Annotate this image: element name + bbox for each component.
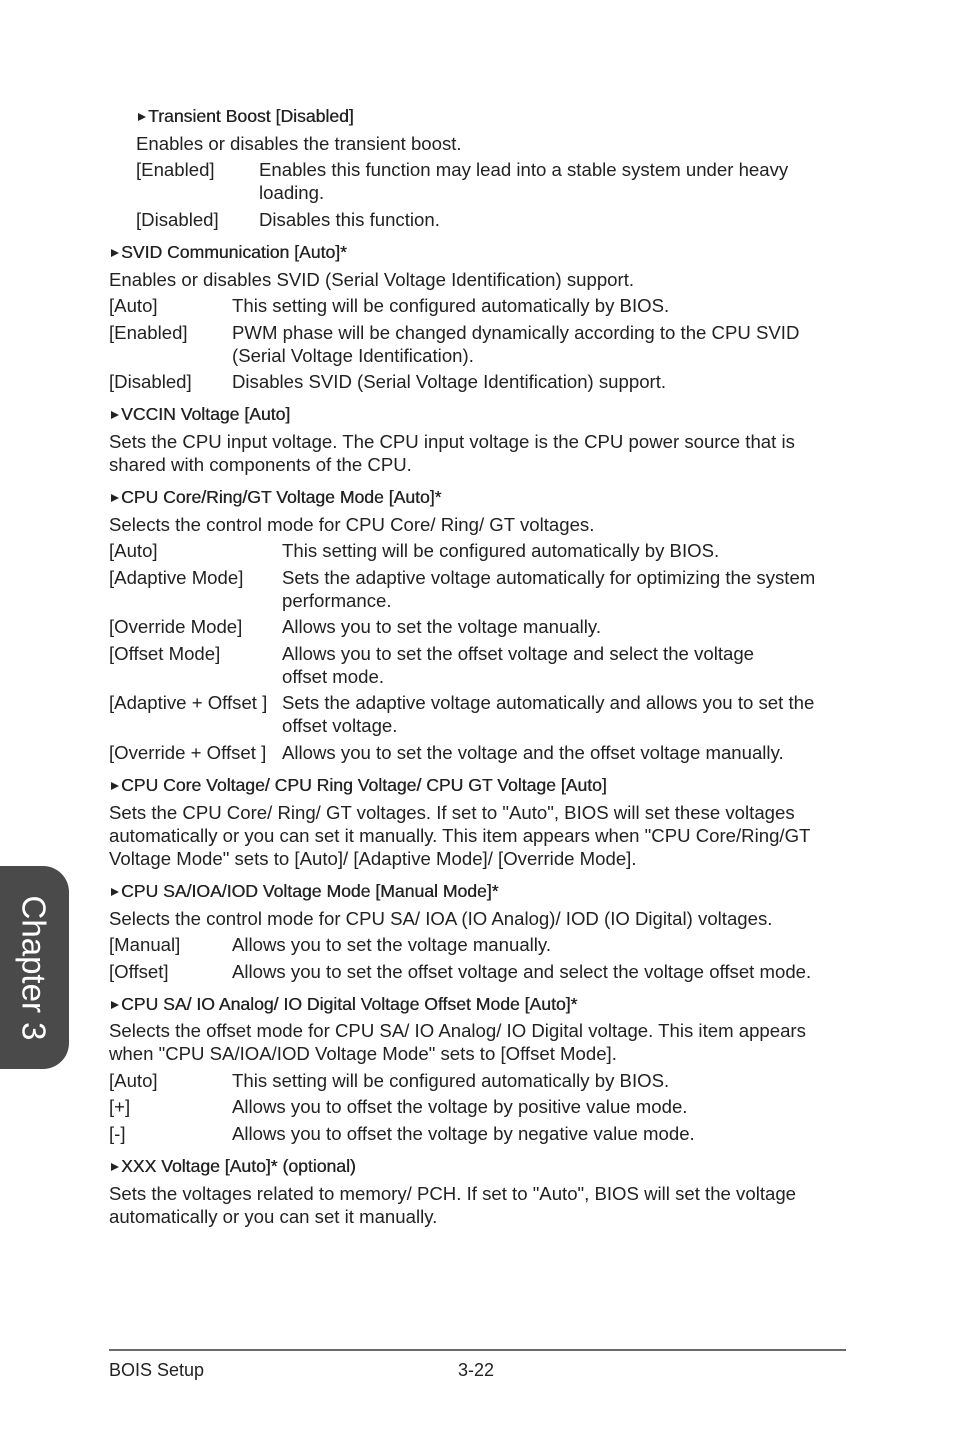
page-number: 3-22 (458, 1360, 495, 1380)
setting-title: VCCIN Voltage [Auto] (111, 403, 290, 426)
bullet-triangle-icon (111, 782, 119, 790)
setting-title: CPU SA/ IO Analog/ IO Digital Voltage Offset Mode [Auto]* (111, 993, 577, 1016)
option-key: [Disabled] (136, 209, 219, 230)
footer-section-name: BOIS Setup (109, 1360, 205, 1380)
setting-description: when "CPU SA/IOA/IOD Voltage Mode" sets to [Offset Mode]. (109, 1043, 617, 1064)
option-description: Sets the adaptive voltage automatically for optimizing the system (282, 567, 816, 588)
bullet-triangle-icon (138, 113, 146, 121)
option-description: performance. (282, 590, 392, 611)
option-key: [Adaptive + Offset ] (109, 692, 268, 713)
setting-description: Sets the CPU input voltage. The CPU input voltage is the CPU power source that is (109, 431, 795, 452)
option-description: This setting will be configured automatically by BIOS. (232, 295, 670, 316)
option-key: [Auto] (109, 540, 158, 561)
option-description: PWM phase will be changed dynamically according to the CPU SVID (232, 322, 800, 343)
setting-title: CPU Core Voltage/ CPU Ring Voltage/ CPU GT Voltage [Auto] (111, 774, 607, 797)
option-key: [Override + Offset ] (109, 742, 267, 763)
option-description: Allows you to offset the voltage by positive value mode. (232, 1096, 688, 1117)
option-key: [Auto] (109, 1070, 158, 1091)
setting-description: Selects the control mode for CPU SA/ IOA (IO Analog)/ IOD (IO Digital) voltages. (109, 908, 773, 929)
option-description: Allows you to set the voltage and the offset voltage manually. (282, 742, 784, 763)
option-key: [Override Mode] (109, 616, 243, 637)
option-description: Allows you to set the voltage manually. (232, 934, 552, 955)
option-description: offset mode. (282, 666, 384, 687)
option-key: [Auto] (109, 295, 158, 316)
option-key: [Manual] (109, 934, 181, 955)
option-description: loading. (259, 182, 325, 203)
setting-description: Enables or disables the transient boost. (136, 133, 462, 154)
setting-title: XXX Voltage [Auto]* (optional) (111, 1155, 356, 1178)
setting-description: automatically or you can set it manually. (109, 1206, 438, 1227)
setting-description: shared with components of the CPU. (109, 454, 412, 475)
bullet-triangle-icon (111, 249, 119, 257)
setting-description: Sets the voltages related to memory/ PCH. If set to "Auto", BIOS will set the voltage (109, 1183, 797, 1204)
setting-description: Voltage Mode" sets to [Auto]/ [Adaptive Mode]/ [Override Mode]. (109, 848, 637, 869)
setting-title: CPU SA/IOA/IOD Voltage Mode [Manual Mode]* (111, 880, 498, 903)
option-key: [Adaptive Mode] (109, 567, 244, 588)
option-key: [Enabled] (136, 159, 215, 180)
option-description: Allows you to set the offset voltage and select the voltage (282, 643, 755, 664)
option-key: [Enabled] (109, 322, 188, 343)
option-description: Disables this function. (259, 209, 440, 230)
option-key: [Offset Mode] (109, 643, 221, 664)
setting-description: Selects the control mode for CPU Core/ Ring/ GT voltages. (109, 514, 595, 535)
option-description: Allows you to set the offset voltage and select the voltage offset mode. (232, 961, 812, 982)
chapter-tab-label: Chapter 3 (15, 895, 53, 1041)
option-description: Enables this function may lead into a stable system under heavy (259, 159, 789, 180)
option-description: offset voltage. (282, 715, 398, 736)
option-description: This setting will be configured automatically by BIOS. (282, 540, 720, 561)
bullet-triangle-icon (111, 1001, 119, 1009)
option-description: Allows you to set the voltage manually. (282, 616, 602, 637)
bullet-triangle-icon (111, 1163, 119, 1171)
option-description: (Serial Voltage Identification). (232, 345, 474, 366)
setting-title: SVID Communication [Auto]* (111, 241, 347, 264)
bullet-triangle-icon (111, 494, 119, 502)
bullet-triangle-icon (111, 888, 119, 896)
option-description: Disables SVID (Serial Voltage Identification) support. (232, 371, 667, 392)
option-description: Sets the adaptive voltage automatically and allows you to set the (282, 692, 815, 713)
setting-description: automatically or you can set it manually. This item appears when "CPU Core/Ring/GT (109, 825, 811, 846)
setting-description: Enables or disables SVID (Serial Voltage Identification) support. (109, 269, 635, 290)
footer-divider (109, 1349, 846, 1351)
option-key: [+] (109, 1096, 131, 1117)
option-key: [Disabled] (109, 371, 192, 392)
option-description: Allows you to offset the voltage by negative value mode. (232, 1123, 695, 1144)
option-key: [Offset] (109, 961, 169, 982)
option-key: [-] (109, 1123, 126, 1144)
setting-description: Selects the offset mode for CPU SA/ IO Analog/ IO Digital voltage. This item appears (109, 1020, 806, 1041)
option-description: This setting will be configured automatically by BIOS. (232, 1070, 670, 1091)
setting-description: Sets the CPU Core/ Ring/ GT voltages. If set to "Auto", BIOS will set these voltages (109, 802, 795, 823)
setting-title: CPU Core/Ring/GT Voltage Mode [Auto]* (111, 486, 441, 509)
setting-title: Transient Boost [Disabled] (138, 105, 354, 128)
bullet-triangle-icon (111, 411, 119, 419)
